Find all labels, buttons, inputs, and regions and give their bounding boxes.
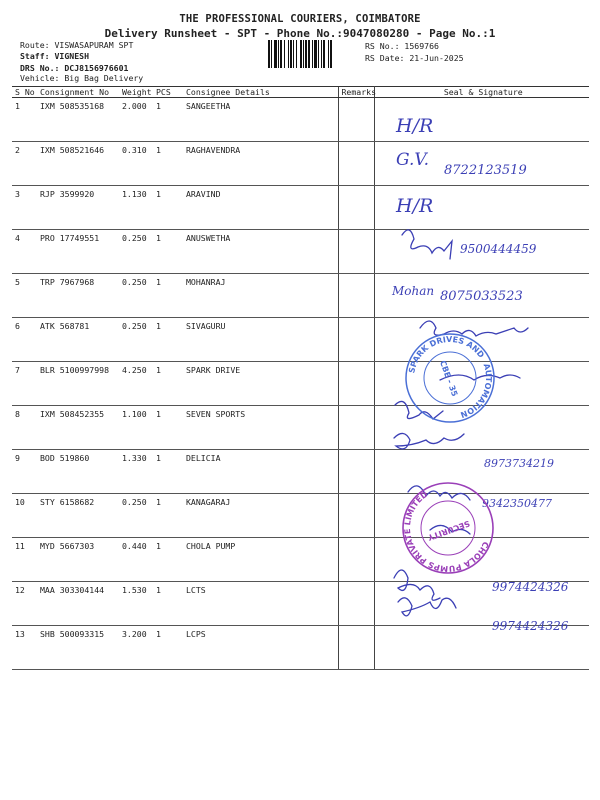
cell-remarks [338, 362, 374, 406]
cell-consignment-no: RJP 3599920 [37, 186, 119, 230]
cell-pcs: 1 [153, 494, 183, 538]
cell-consignee: LCTS [183, 582, 338, 626]
table-header-row [12, 87, 589, 98]
barcode-bar [293, 40, 294, 68]
cell-pcs: 1 [153, 318, 183, 362]
cell-consignment-no: ATK 568781 [37, 318, 119, 362]
cell-consignment-no: SHB 500093315 [37, 626, 119, 670]
cell-pcs: 1 [153, 626, 183, 670]
cell-consignee: ARAVIND [183, 186, 338, 230]
cell-pcs: 1 [153, 582, 183, 626]
cell-pcs: 1 [153, 450, 183, 494]
handwriting-row-10-phone: 9342350477 [482, 497, 552, 510]
barcode-bar [312, 40, 313, 68]
cell-consignee: MOHANRAJ [183, 274, 338, 318]
signature-row-13 [398, 598, 456, 616]
col-consignment: Consignment No [37, 87, 119, 98]
cell-weight: 1.530 [119, 582, 153, 626]
spark-stamp-line1: SPARK DRIVES AND [407, 334, 486, 374]
barcode-bar [330, 40, 332, 68]
cell-weight: 0.250 [119, 274, 153, 318]
cell-consignee: RAGHAVENDRA [183, 142, 338, 186]
handwriting-row-13-phone: 9974424326 [492, 619, 569, 633]
cell-sno: 11 [12, 538, 37, 582]
cell-sno: 3 [12, 186, 37, 230]
cell-consignment-no: IXM 508521646 [37, 142, 119, 186]
col-seal-signature: Seal & Signature [374, 87, 589, 98]
vehicle-field: Vehicle: Big Bag Delivery [20, 73, 144, 83]
barcode-bar [300, 40, 302, 68]
cell-consignee: SPARK DRIVE [183, 362, 338, 406]
col-consignee: Consignee Details [183, 87, 338, 98]
barcode-bar [323, 40, 325, 68]
barcode-bar [278, 40, 279, 68]
cell-remarks [338, 274, 374, 318]
cell-sno: 7 [12, 362, 37, 406]
cell-pcs: 1 [153, 538, 183, 582]
handwriting-row-3: H/R [396, 195, 434, 217]
cell-pcs: 1 [153, 230, 183, 274]
cell-weight: 0.440 [119, 538, 153, 582]
cell-remarks [338, 406, 374, 450]
rs-number: RS No.: 1569766 [365, 41, 439, 51]
barcode-bar [321, 40, 322, 68]
barcode-bar [303, 40, 304, 68]
cell-weight: 0.250 [119, 494, 153, 538]
cell-remarks [338, 318, 374, 362]
cell-consignee: SEVEN SPORTS [183, 406, 338, 450]
cell-pcs: 1 [153, 186, 183, 230]
handwriting-row-1: H/R [396, 115, 434, 137]
cell-consignee: SIVAGURU [183, 318, 338, 362]
barcode-bar [268, 40, 270, 68]
handwriting-row-2-phone: 8722123519 [444, 163, 527, 178]
cell-sno: 8 [12, 406, 37, 450]
cell-weight: 0.310 [119, 142, 153, 186]
barcode [268, 40, 354, 68]
cell-consignment-no: MYD 5667303 [37, 538, 119, 582]
cell-pcs: 1 [153, 142, 183, 186]
barcode-bar [296, 40, 297, 68]
cell-sno: 9 [12, 450, 37, 494]
barcode-bar [290, 40, 292, 68]
cell-sno: 2 [12, 142, 37, 186]
cell-consignment-no: IXM 508452355 [37, 406, 119, 450]
barcode-bar [280, 40, 282, 68]
spark-drives-stamp [402, 330, 498, 426]
barcode-bar [288, 40, 289, 68]
barcode-bar [318, 40, 319, 68]
cell-weight: 0.250 [119, 318, 153, 362]
handwriting-row-9-phone: 8973734219 [484, 457, 554, 470]
staff-field: Staff: VIGNESH [20, 51, 90, 61]
cell-remarks [338, 450, 374, 494]
cell-weight: 0.250 [119, 230, 153, 274]
cell-weight: 1.130 [119, 186, 153, 230]
handwriting-row-5: Mohan [392, 284, 435, 298]
barcode-bar [305, 40, 307, 68]
cell-sno: 10 [12, 494, 37, 538]
cell-pcs: 1 [153, 274, 183, 318]
cell-pcs: 1 [153, 98, 183, 142]
cell-consignment-no: MAA 303304144 [37, 582, 119, 626]
cell-sno: 12 [12, 582, 37, 626]
route-field: Route: VISWASAPURAM SPT [20, 40, 134, 50]
barcode-bar [284, 40, 285, 68]
cell-consignment-no: PRO 17749551 [37, 230, 119, 274]
cell-weight: 1.330 [119, 450, 153, 494]
cell-consignment-no: BOD 519860 [37, 450, 119, 494]
handwriting-row-4-phone: 9500444459 [460, 242, 537, 256]
cell-consignee: SANGEETHA [183, 98, 338, 142]
cell-remarks [338, 186, 374, 230]
cell-sno: 1 [12, 98, 37, 142]
rs-date: RS Date: 21-Jun-2025 [365, 53, 464, 63]
cell-remarks [338, 538, 374, 582]
barcode-bar [314, 40, 317, 68]
cell-consignment-no: IXM 508535168 [37, 98, 119, 142]
spark-stamp-center: CBE - 35 [437, 359, 460, 398]
cell-weight: 2.000 [119, 98, 153, 142]
handwriting-row-12-phone: 9974424326 [492, 580, 569, 594]
cell-remarks [338, 142, 374, 186]
cell-consignee: DELICIA [183, 450, 338, 494]
barcode-bar [308, 40, 310, 68]
cell-remarks [338, 626, 374, 670]
cell-remarks [338, 230, 374, 274]
cell-weight: 1.100 [119, 406, 153, 450]
col-remarks: Remarks [338, 87, 374, 98]
barcode-bar [271, 40, 272, 68]
cell-consignee: CHOLA PUMP [183, 538, 338, 582]
cell-weight: 3.200 [119, 626, 153, 670]
cell-weight: 4.250 [119, 362, 153, 406]
cell-pcs: 1 [153, 362, 183, 406]
handwriting-row-2: G.V. [396, 150, 430, 170]
chola-pumps-stamp [398, 478, 498, 578]
handwriting-row-5-phone: 8075033523 [440, 289, 523, 304]
company-name: THE PROFESSIONAL COURIERS, COIMBATORE [179, 13, 421, 25]
col-weight: Weight [119, 87, 153, 98]
cell-consignment-no: BLR 5100997998 [37, 362, 119, 406]
cell-remarks [338, 582, 374, 626]
signature-row-4 [402, 230, 452, 259]
signature-row-9 [394, 433, 464, 448]
cell-consignee: ANUSWETHA [183, 230, 338, 274]
cell-sno: 5 [12, 274, 37, 318]
cell-remarks [338, 494, 374, 538]
cell-sno: 13 [12, 626, 37, 670]
chola-stamp-text: CHOLA PUMPS PRIVATE LIMITED [402, 489, 491, 574]
cell-remarks [338, 98, 374, 142]
spark-stamp-line2: AUTOMATION [459, 362, 494, 420]
cell-sno: 4 [12, 230, 37, 274]
col-pcs: PCS [153, 87, 183, 98]
barcode-bar [328, 40, 329, 68]
chola-stamp-center: SECURITY [426, 518, 472, 543]
cell-consignment-no: STY 6158682 [37, 494, 119, 538]
cell-consignee: LCPS [183, 626, 338, 670]
cell-consignee: KANAGARAJ [183, 494, 338, 538]
cell-consignment-no: TRP 7967968 [37, 274, 119, 318]
col-sno: S No [12, 87, 37, 98]
cell-sno: 6 [12, 318, 37, 362]
runsheet-title: Delivery Runsheet - SPT - Phone No.:9047080280 - Page No.:1 [104, 27, 496, 40]
drs-field: DRS No.: DCJ8156976601 [20, 63, 129, 73]
barcode-bar [274, 40, 277, 68]
cell-pcs: 1 [153, 406, 183, 450]
